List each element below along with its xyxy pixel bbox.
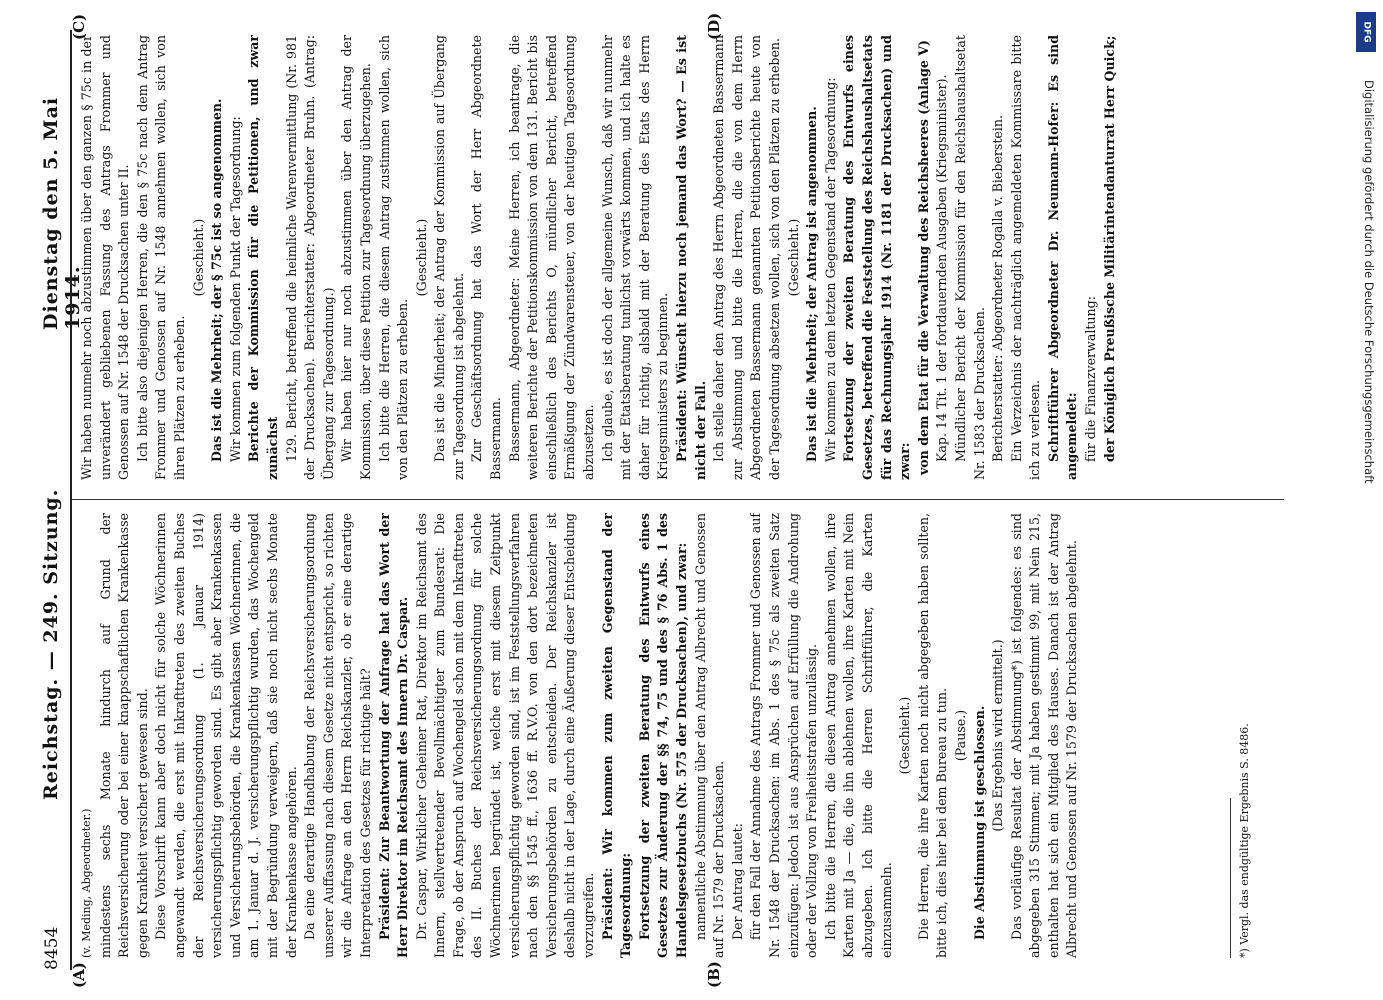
paragraph: Da eine derartige Handhabung der Reichsversicherungsordnung unserer Auffassung nach diesem Gesetze nicht entspricht, so richten wir die Anfrage an den Herrn Reichskanzler, ob er eine derartige Interpretation des Gesetzes für richtige hält? — [302, 513, 373, 958]
paragraph: Bassermann, Abgeordneter: Meine Herren, ich beantrage, die weiteren Berichte der Petitionskommission von dem 131. Bericht bis einschließlich des Berichts O, mündlicher Bericht, betreffend Ermäßigung der Zündwarensteuer, von der heutigen Tagesordnung abzusetzen. — [506, 35, 597, 480]
margin-letter-c: (C) — [70, 13, 88, 40]
paragraph: mindestens sechs Monate hindurch auf Grund der Reichsversicherung oder bei einer knappschaftlichen Krankenkasse gegen Krankheit versichert gewesen sind. — [97, 513, 150, 958]
header-title: Reichstag. — 249. Sitzung. — [40, 488, 62, 800]
paragraph: Ich bitte also diejenigen Herren, die den § 75c nach dem Antrag Frommer und Genossen auf Nr. 1548 annehmen wollen, sich von ihren Plätzen zu erheben. — [134, 35, 187, 480]
paragraph: Das ist die Mehrheit; der § 75c ist so angenommen. — [209, 98, 225, 462]
running-header — [40, 30, 84, 970]
stage-direction: (Das Ergebnis wird ermittelt.) — [990, 639, 1006, 832]
paragraph: Das ist die Minderheit; der Antrag der Kommission auf Übergang zur Tagesordnung ist abgelehnt. — [432, 35, 466, 480]
digitization-note: Digitalisierung gefördert durch die Deutsche Forschungsgemeinschaft — [1362, 80, 1376, 484]
stage-direction: (Geschieht.) — [413, 218, 429, 297]
paragraph: Die Herren, die ihre Karten noch nicht abgegeben haben sollten, bitte ich, dies hier bei dem Bureau zu tun. — [915, 513, 950, 958]
paragraph: Schriftführer Abgeordneter Dr. Neumann-Hofer: Es sind angemeldet: — [1045, 35, 1080, 480]
paragraph: Wir kommen zu dem letzten Gegenstand der Tagesordnung: — [822, 77, 838, 462]
paragraph: Präsident: Wir kommen zum zweiten Gegenstand der Tagesordnung: — [599, 513, 634, 958]
margin-letter-b: (B) — [705, 961, 723, 988]
paragraph: Die Abstimmung ist geschlossen. — [971, 705, 987, 940]
paragraph: Ein Verzeichnis der nachträglich angemeldeten Kommissare bitte ich zu verlesen. — [1008, 35, 1043, 480]
paragraph: Fortsetzung der zweiten Beratung des Entwurfs eines Gesetzes, betreffend die Feststellung des Reichshaushaltsetats für das Rechnungsjahr 1914 (Nr. 1181 der Drucksachen) und zwar: — [841, 35, 913, 480]
paragraph: für den Fall der Annahme des Antrags Frommer und Genossen auf Nr. 1548 der Drucksachen: im Abs. 1 des § 75c als zweiten Satz einzufügen: Jedoch ist aus Ansprüchen auf Erfüllung die Androhung oder der Vollzug von Freiheitsstrafen unzulässig. — [748, 513, 820, 958]
paragraph: Dr. Caspar, Wirklicher Geheimer Rat, Direktor im Reichsamt des Innern, stellvertretender Bevollmächtigter zum Bundesrat: Die Frage, ob der Anspruch auf Wochengeld schon mit dem Inkrafttreten des II. Buches der Reichsversicherungsordnung für solche Wöchnerinnen begründet ist, welche erst mit diesem Zeitpunkt versicherungspflichtig geworden sind, ist im Feststellungsverfahren nach den §§ 1545 ff., 1636 ff. R.V.O. von den dort bezeichneten Versicherungsbehörden zu entscheiden. Der Reichskanzler ist deshalb nicht in der Lage, durch eine Äußerung dieser Entscheidung vorzugreifen. — [413, 513, 597, 958]
paragraph: Präsident: Zur Beantwortung der Anfrage hat das Wort der Herr Direktor im Reichsamt des Innern Dr. Caspar. — [376, 513, 411, 958]
footnote: *) Vergl. das endgültige Ergebnis S. 8486. — [1238, 723, 1251, 958]
page-number: 8454 — [42, 926, 62, 970]
digitization-stamp — [1356, 21, 1376, 920]
paragraph: Berichterstatter: Abgeordneter Rogalla v. Bieberstein. — [990, 115, 1006, 462]
paragraph: für die Finanzverwaltung: — [1083, 296, 1099, 462]
stage-direction: (Geschieht.) — [897, 696, 913, 775]
paragraph: Das ist die Mehrheit; der Antrag ist angenommen. — [804, 106, 820, 462]
paragraph: Das vorläufige Resultat der Abstimmung*) ist folgendes: es sind abgegeben 315 Stimmen; mit Ja haben gestimmt 99, mit Nein 215, enthalten hat sich ein Mitglied des Hauses. Danach ist der Antrag Albrecht und Genossen auf Nr. 1579 der Drucksachen abgelehnt. — [1008, 513, 1080, 958]
footnote-rule — [1230, 798, 1231, 958]
paragraph: Kap. 14 Tit. 1 der fortdauernden Ausgaben (Kriegsminister). — [934, 74, 950, 462]
header-rule — [70, 30, 72, 970]
paragraph: von dem Etat für die Verwaltung des Reichsheeres (Anlage V) — [915, 39, 931, 476]
stage-direction: (Pause.) — [952, 709, 968, 762]
paragraph: Ich bitte die Herren, die diesem Antrag zustimmen wollen, sich von den Plätzen zu erheben. — [376, 35, 411, 480]
paragraph: Diese Vorschrift kann aber doch nicht für solche Wöchnerinnen angewandt werden, die erst mit Inkrafttreten des zweiten Buches der Reichsversicherungsordnung (1. Januar 1914) versicherungspflichtig geworden sind. Es gibt aber Krankenkassen und Versicherungsbehörden, die Krankenkassen Wöchnerinnen, die am 1. Januar d. J. versicherungspflichtig wurden, das Wochengeld mit der Begründung verweigern, daß sie noch nicht sechs Monate der Krankenkasse angehören. — [153, 513, 299, 958]
paragraph: Ich glaube, es ist doch der allgemeine Wunsch, daß wir nunmehr mit der Etatsberatung tunlichst vorwärts kommen, und ich halte es daher für richtig, alsbald mit der Beratung des Etats des Herrn Kriegsministers zu beginnen. — [599, 35, 671, 480]
left-column — [78, 513, 1278, 958]
paragraph: Wir haben hier nur noch abzustimmen über den Antrag der Kommission, über diese Petition zur Tagesordnung überzugehen. — [339, 35, 373, 480]
paragraph: der Königlich Preußische Militärintendanturrat Herr Quick; — [1101, 35, 1117, 462]
paragraph: Mündlicher Bericht der Kommission für den Reichshaushaltsetat Nr. 1583 der Drucksachen. — [952, 35, 987, 480]
paragraph: Präsident: Wünscht hierzu noch jemand das Wort? — Es ist nicht der Fall. — [674, 35, 708, 480]
paragraph: Der Antrag lautet: — [729, 823, 745, 940]
stage-direction: (Geschieht.) — [190, 218, 206, 297]
paragraph: Fortsetzung der zweiten Beratung des Entwurfs eines Gesetzes zur Änderung der §§ 74, 75 und des § 76 Abs. 1 des Handelsgesetzbuchs (Nr. 575 der Drucksachen), und zwar: — [636, 513, 689, 958]
paragraph: 129. Bericht, betreffend die heimliche Warenvermittlung (Nr. 981 der Drucksachen). Berichterstatter: Abgeordneter Bruhn. (Antrag: Übergang zur Tagesordnung.) — [283, 35, 336, 480]
stage-direction: (Geschieht.) — [785, 218, 801, 297]
paragraph: Ich bitte die Herren, die diesen Antrag annehmen wollen, ihre Karten mit Ja — die, die ihn ablehnen wollen, ihre Karten mit Nein abzugeben. Ich bitte die Herren Schriftführer, die Karten einzusammeln. — [822, 513, 894, 958]
dfg-logo: DFG — [1356, 12, 1376, 52]
paragraph: namentliche Abstimmung über den Antrag Albrecht und Genossen auf Nr. 1579 der Drucksachen. — [692, 513, 727, 958]
paragraph: Ich stelle daher den Antrag des Herrn Abgeordneten Bassermann zur Abstimmung und bitte die Herren, die die von dem Herrn Abgeordneten Bassermann genannten Petitionsberichte heute von der Tagesordnung absetzen wollen, sich von den Plätzen zu erheben. — [711, 35, 782, 480]
paragraph: Berichte der Kommission für die Petitionen, und zwar zunächst — [246, 35, 280, 480]
header-date: Dienstag den 5. Mai 1914. — [40, 96, 84, 330]
paragraph: Wir kommen zum folgenden Punkt der Tagesordnung: — [227, 116, 243, 462]
column-divider — [72, 499, 1284, 500]
margin-letter-a: (A) — [70, 962, 88, 988]
right-column — [78, 35, 1278, 480]
speaker-ref: (v. Meding, Abgeordneter.) — [80, 808, 93, 958]
paragraph: Wir haben nunmehr noch abzustimmen über den ganzen § 75c in der unverändert gebliebenen Fassung des Antrags Frommer und Genossen auf Nr. 1548 der Drucksachen unter II. — [79, 35, 132, 480]
paragraph: Zur Geschäftsordnung hat das Wort der Herr Abgeordnete Bassermann. — [469, 35, 504, 480]
margin-letter-d: (D) — [705, 12, 723, 40]
